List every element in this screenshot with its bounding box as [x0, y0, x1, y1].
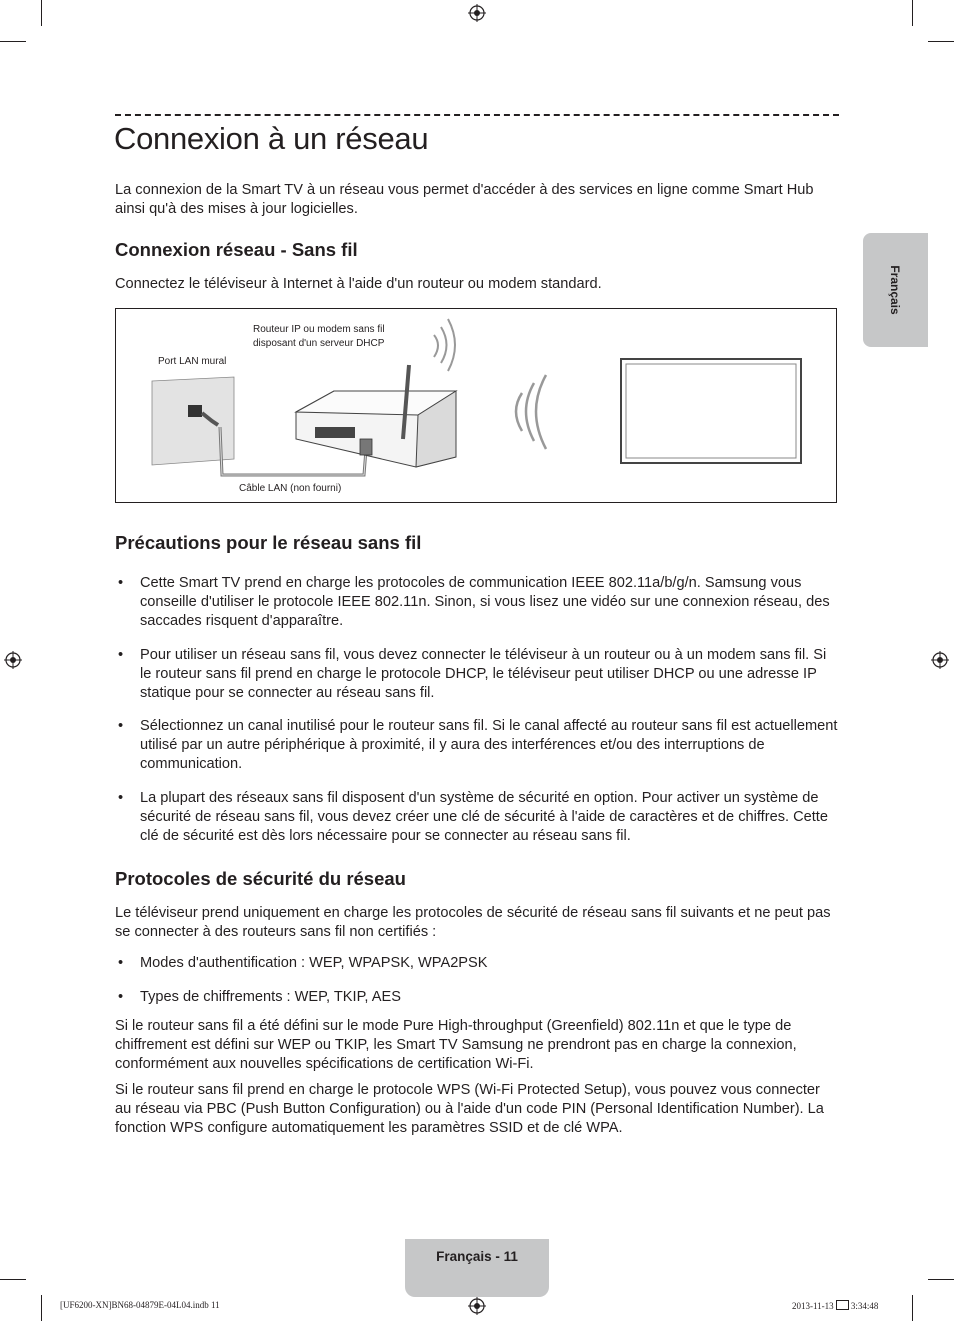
security-paragraph-1: Si le routeur sans fil a été défini sur le mode Pure High-throughput (Greenfield) 802.11n et que le type de chiffrement est défini sur WEP ou TKIP, les Smart TV Samsung ne prendront pas en charge la connexion, conformément aux nouvelles spécifications de certification Wi-Fi.	[115, 1018, 797, 1072]
precautions-heading: Précautions pour le réseau sans fil	[115, 532, 422, 553]
crop-mark	[928, 41, 954, 42]
registration-mark-icon	[4, 651, 22, 669]
security-heading: Protocoles de sécurité du réseau	[115, 868, 406, 889]
crop-mark	[0, 1279, 26, 1280]
precaution-item: La plupart des réseaux sans fil disposent d'un système de sécurité en option. Pour activer un système de sécurité de réseau sans fil, vous devez créer une clé de sécurité à l'aide de caractères et de chiffres. Cette clé de sécurité est dès lors nécessaire pour se connecter au réseau sans fil.	[140, 790, 828, 844]
crop-mark	[41, 0, 42, 26]
security-paragraph-2: Si le routeur sans fil prend en charge le protocole WPS (Wi-Fi Protected Setup), vous pouvez vous connecter au réseau via PBC (Push Button Configuration) ou à l'aide d'un code PIN (Personal Identification Number). La fonction WPS configure automatiquement les paramètres SSID et de clé WPA.	[115, 1082, 824, 1136]
tv-icon	[621, 359, 801, 463]
precaution-item: Pour utiliser un réseau sans fil, vous devez connecter le téléviseur à un routeur ou à un modem sans fil. Si le routeur sans fil prend en charge le protocole DHCP, le téléviseur peut utiliser DHCP ou une adresse IP statique pour se connecter au réseau sans fil.	[140, 647, 827, 701]
side-tab-label: Français	[888, 265, 902, 315]
crop-mark	[912, 1295, 913, 1321]
registration-mark-icon	[931, 651, 949, 669]
registration-mark-icon	[468, 4, 486, 22]
wall-port-icon	[188, 405, 202, 417]
clock-icon	[836, 1300, 849, 1310]
bullet-marker: •	[118, 718, 124, 734]
router-label-line2: disposant d'un serveur DHCP	[253, 338, 385, 349]
wireless-heading: Connexion réseau - Sans fil	[115, 239, 358, 260]
security-item: Modes d'authentification : WEP, WPAPSK, WPA2PSK	[140, 955, 488, 971]
network-diagram	[115, 308, 837, 503]
wireless-text: Connectez le téléviseur à Internet à l'aide d'un routeur ou modem standard.	[115, 276, 602, 292]
router-label-line1: Routeur IP ou modem sans fil	[253, 324, 385, 335]
title-divider	[115, 114, 839, 116]
security-intro: Le téléviseur prend uniquement en charge les protocoles de sécurité de réseau sans fil suivants et ne peut pas se connecter à des routeurs sans fil non certifiés :	[115, 905, 831, 940]
print-date-value: 2013-11-13	[792, 1301, 836, 1311]
page-title: Connexion à un réseau	[114, 121, 429, 156]
diagram-illustration	[116, 309, 836, 502]
page-number: Français - 11	[436, 1249, 518, 1264]
bullet-marker: •	[118, 989, 124, 1005]
bullet-marker: •	[118, 955, 124, 971]
language-side-tab	[863, 233, 928, 347]
port-label: Port LAN mural	[158, 356, 227, 367]
intro-paragraph: La connexion de la Smart TV à un réseau vous permet d'accéder à des services en ligne comme Smart Hub ainsi qu'à des mises à jour logicielles.	[115, 182, 814, 217]
crop-mark	[0, 41, 26, 42]
page-number-box	[405, 1239, 549, 1297]
bullet-marker: •	[118, 790, 124, 806]
crop-mark	[912, 0, 913, 26]
precaution-item: Cette Smart TV prend en charge les protocoles de communication IEEE 802.11a/b/g/n. Samsung vous conseille d'utiliser le protocole IEEE 802.11n. Sinon, si vous lisez une vidéo sur une connexion réseau, des saccades risquent d'apparaître.	[140, 575, 830, 629]
print-time: 3:34:48	[850, 1301, 879, 1311]
security-item: Types de chiffrements : WEP, TKIP, AES	[140, 989, 401, 1005]
registration-mark-icon	[468, 1297, 486, 1315]
bullet-marker: •	[118, 647, 124, 663]
print-date	[792, 1300, 878, 1311]
cable-label: Câble LAN (non fourni)	[239, 483, 342, 494]
precaution-item: Sélectionnez un canal inutilisé pour le routeur sans fil. Si le canal affecté au routeur sans fil est actuellement utilisé par un autre périphérique à proximité, il y aura des interférences et/ou des interruptions de communication.	[140, 718, 838, 772]
wifi-waves-icon	[516, 393, 522, 431]
crop-mark	[41, 1295, 42, 1321]
router-ports	[315, 427, 355, 438]
crop-mark	[928, 1279, 954, 1280]
bullet-marker: •	[118, 575, 124, 591]
print-file-name: [UF6200-XN]BN68-04879E-04L04.indb 11	[60, 1300, 220, 1310]
